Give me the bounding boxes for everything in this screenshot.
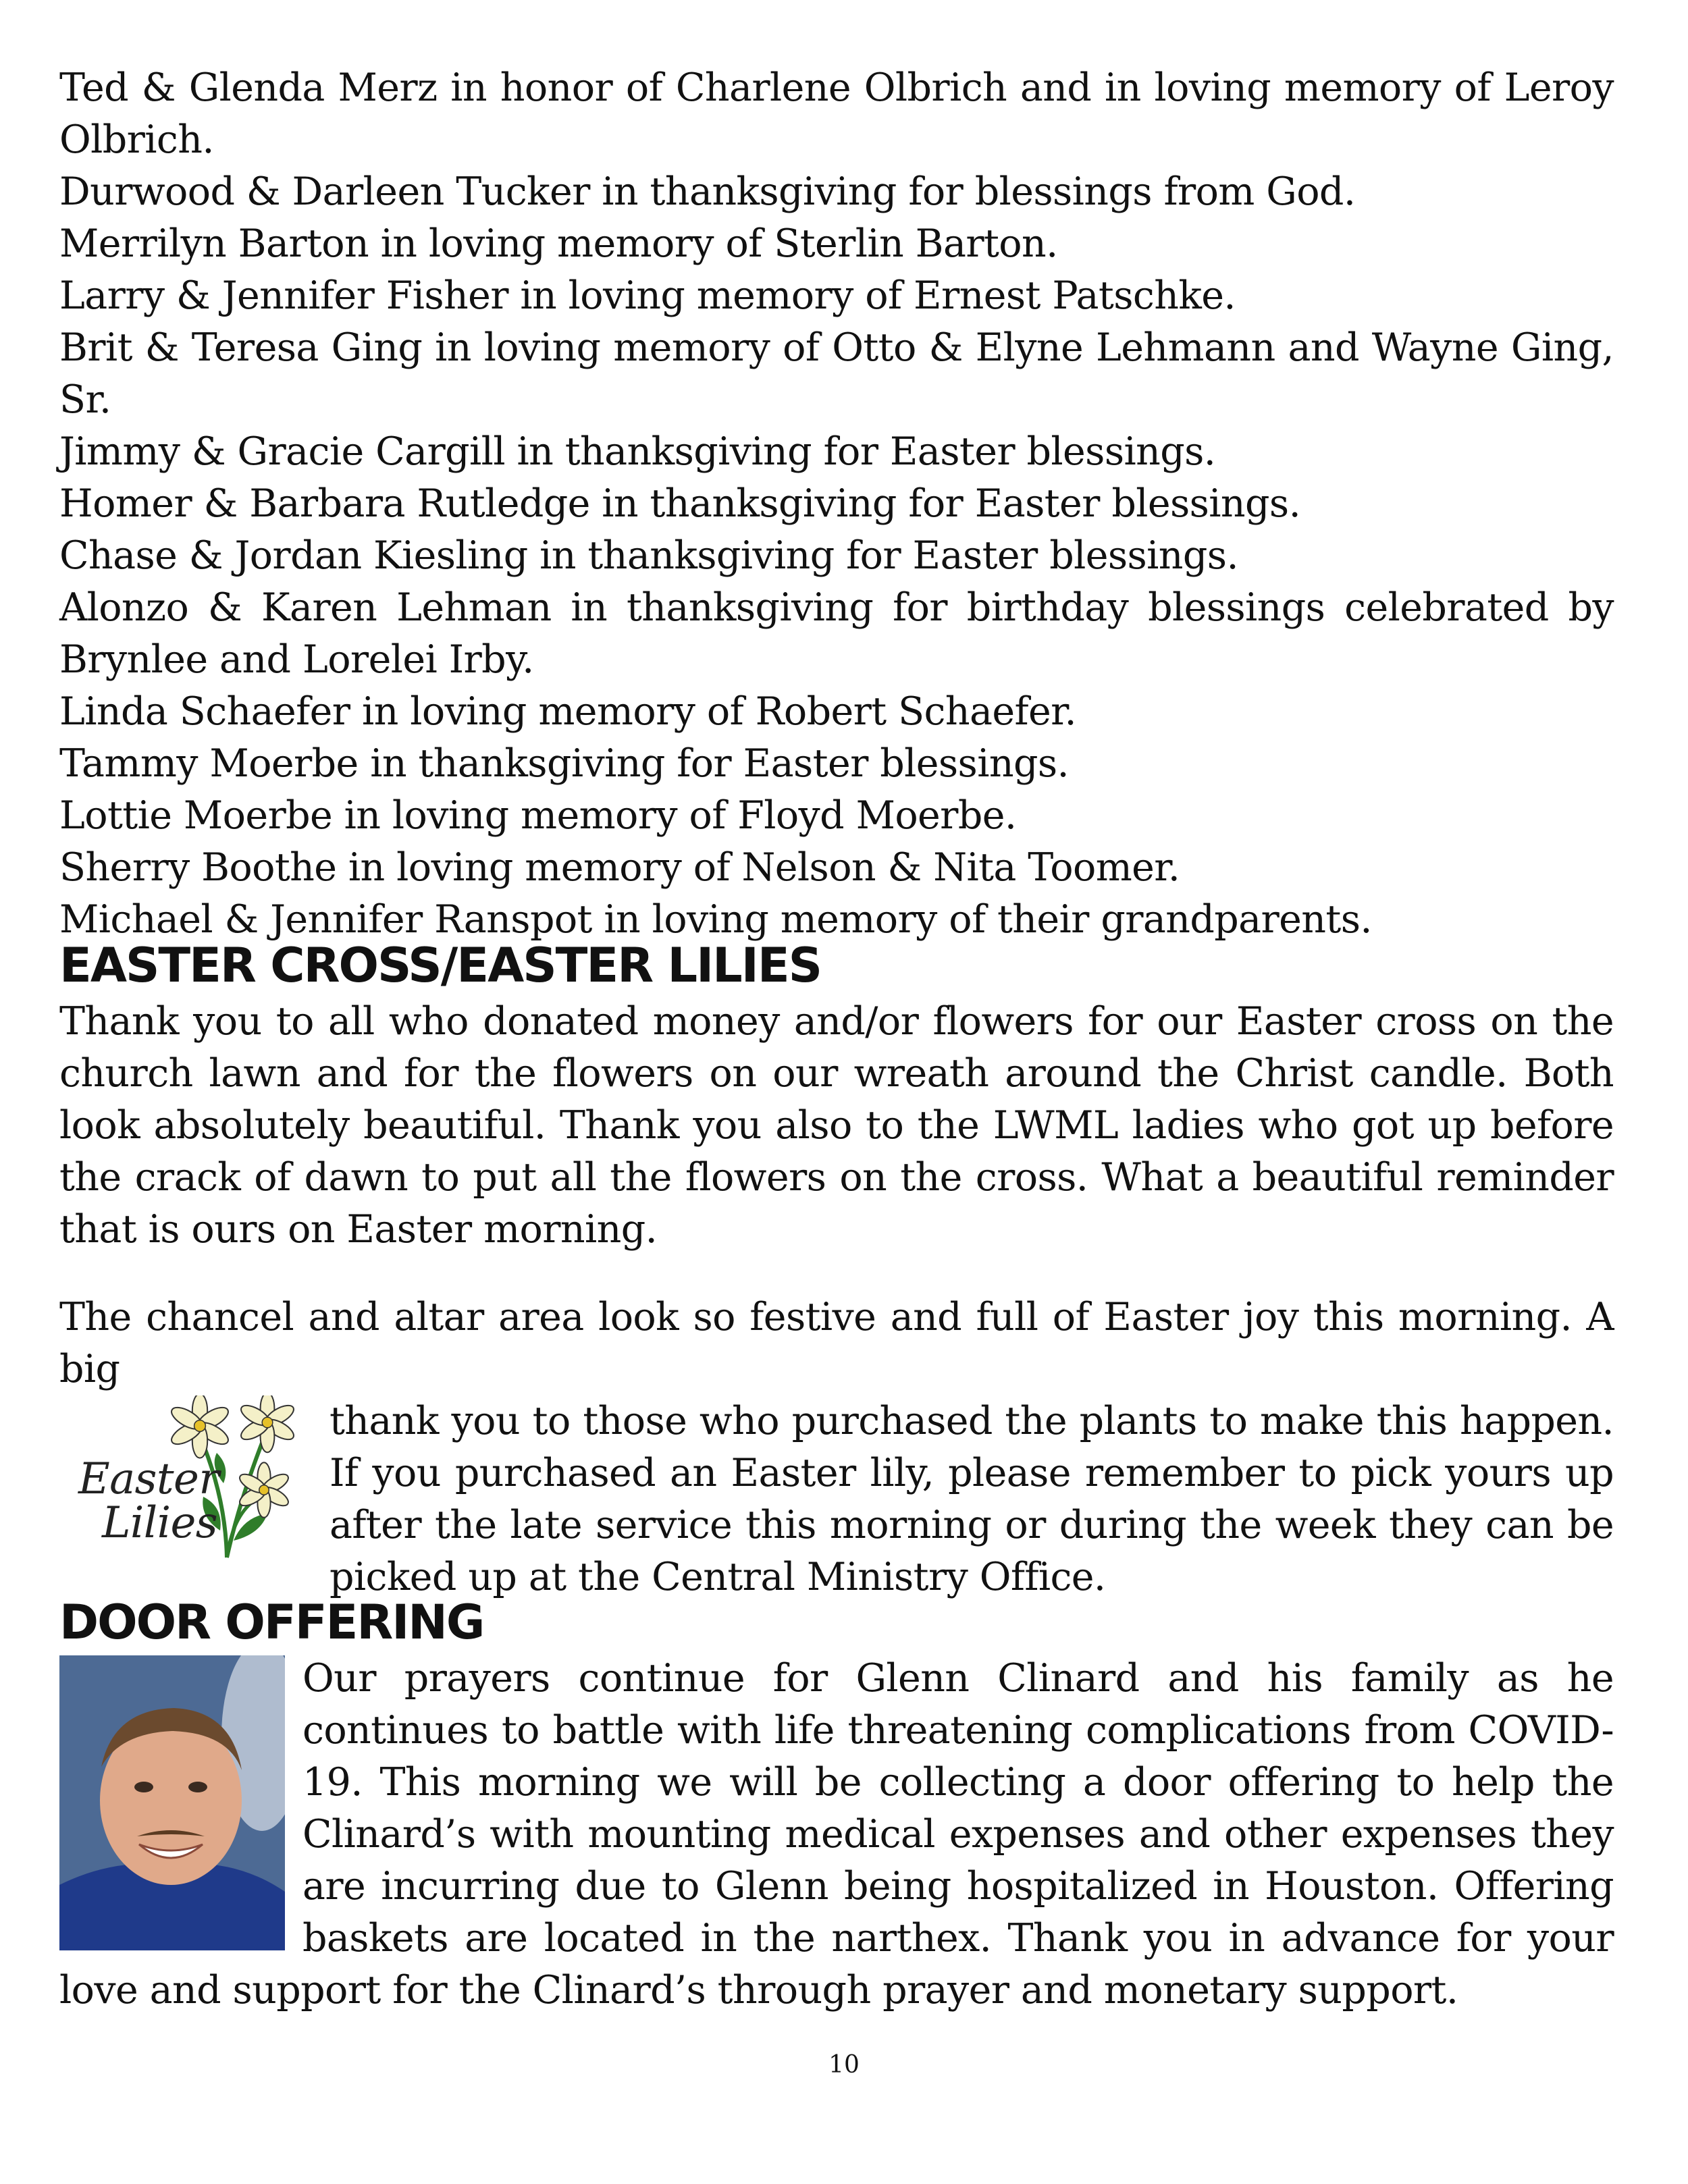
dedication-item: Michael & Jennifer Ranspot in loving memory of their grandparents. (59, 897, 1372, 942)
dedications-list (59, 62, 1614, 946)
easter-section (59, 935, 1614, 1256)
lily-art-text-easter: Easter (78, 1454, 219, 1504)
lily-paragraph-body: thank you to those who purchased the plants to make this happen. If you purchased an Easter lily, please remember to pick yours up after the late service this morning or during the week they can be picked up at the Central Ministry Office. (329, 1399, 1614, 1599)
lily-paragraph-intro (59, 1291, 1614, 1603)
dedication-item: Merrilyn Barton in loving memory of Sterlin Barton. (59, 221, 1058, 266)
dedication-item: Ted & Glenda Merz in honor of Charlene Olbrich and in loving memory of Leroy Olbrich. (59, 65, 1614, 162)
easter-heading: EASTER CROSS/EASTER LILIES (59, 938, 822, 993)
easter-paragraph: Thank you to all who donated money and/or flowers for our Easter cross on the church lawn and for the flowers on our wreath around the Christ candle. Both look absolutely beautiful. Thank you also to the LWML ladies who got up before the crack of dawn to put all the flowers on the cross. What a beautiful reminder that is ours on Easter morning. (59, 999, 1614, 1252)
lily-paragraph-first-line: The chancel and altar area look so festive and full of Easter joy this morning. A big (59, 1295, 1614, 1391)
dedication-item: Homer & Barbara Rutledge in thanksgiving for Easter blessings. (59, 481, 1301, 526)
portrait-illustration (59, 1655, 285, 1950)
dedication-item: Linda Schaefer in loving memory of Robert Schaefer. (59, 689, 1077, 734)
dedication-item: Lottie Moerbe in loving memory of Floyd Moerbe. (59, 793, 1017, 838)
dedication-item: Jimmy & Gracie Cargill in thanksgiving for Easter blessings. (59, 429, 1216, 474)
dedication-item: Brit & Teresa Ging in loving memory of Otto & Elyne Lehmann and Wayne Ging, Sr. (59, 325, 1614, 422)
door-offering-heading: DOOR OFFERING (59, 1595, 484, 1650)
dedication-item: Tammy Moerbe in thanksgiving for Easter blessings. (59, 741, 1070, 786)
dedication-item: Larry & Jennifer Fisher in loving memory of Ernest Patschke. (59, 273, 1236, 318)
dedication-item: Alonzo & Karen Lehman in thanksgiving for birthday blessings celebrated by Brynlee and Lorelei Irby. (59, 585, 1614, 682)
dedication-item: Sherry Boothe in loving memory of Nelson & Nita Toomer. (59, 845, 1180, 890)
lily-art-text-lilies: Lilies (102, 1498, 218, 1548)
page-number: 10 (828, 2051, 860, 2079)
lily-paragraph-block (59, 1291, 1614, 1603)
door-offering-section (59, 1592, 1614, 2017)
dedication-item: Chase & Jordan Kiesling in thanksgiving for Easter blessings. (59, 533, 1238, 578)
door-offering-paragraph: Our prayers continue for Glenn Clinard and his family as he continues to battle with life threatening complications from COVID-19. This morning we will be collecting a door offering to help the Clinard’s with mounting medical expenses and other expenses they are incurring due to Glenn being hospitalized in Houston. Offering baskets are located in the narthex. Thank you in advance for your love and support for the Clinard’s through prayer and monetary support. (59, 1656, 1614, 2013)
easter-lilies-clipart (65, 1395, 315, 1564)
glenn-clinard-photo (59, 1655, 285, 1950)
dedication-item: Durwood & Darleen Tucker in thanksgiving for blessings from God. (59, 169, 1356, 214)
